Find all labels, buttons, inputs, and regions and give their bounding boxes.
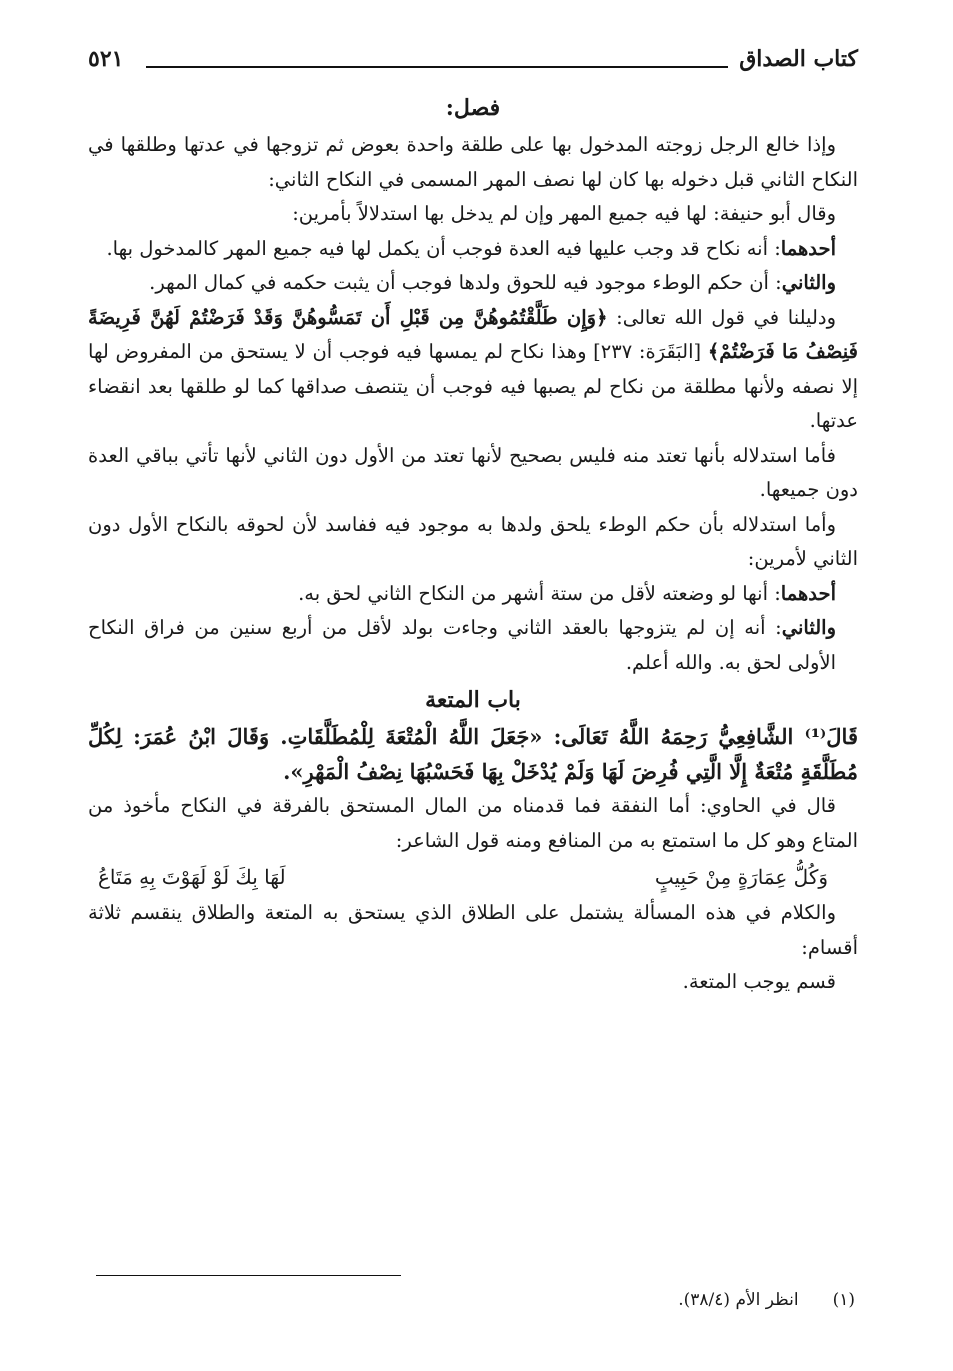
running-header bbox=[88, 46, 858, 82]
paragraph-4 bbox=[88, 266, 858, 301]
footnote bbox=[678, 1286, 855, 1314]
poetry-verse bbox=[88, 858, 858, 896]
paragraph-6: فأما استدلاله بأنها تعتد منه فليس بصحيح لأنها تعتد من الأول دون الثاني لأنها تأتي بباقي العدة دون جميعها. bbox=[88, 443, 858, 501]
paragraph-2: وقال أبو حنيفة: لها فيه جميع المهر وإن لم يدخل بها استدلالاً بأمرين: bbox=[292, 202, 836, 225]
body-text bbox=[88, 88, 858, 1000]
paragraph-7: وأما استدلاله بأن حكم الوطء يلحق ولدها به موجود فيه ففاسد لأن لحوقه بالنكاح الأول دون الثاني لأمرين: bbox=[88, 512, 858, 570]
paragraph-10: قال في الحاوي: أما النفقة فما قدمناه من المال المستحق بالفرقة في النكاح مأخوذ من المتاع وهو كل ما استمتع به من المنافع ومنه قول الشاعر: bbox=[88, 794, 858, 852]
page-number: ٥٢١ bbox=[88, 46, 124, 72]
book-title: كتاب الصداق bbox=[739, 46, 858, 72]
paragraph-5 bbox=[88, 301, 858, 439]
paragraph-5-intro: ودليلنا في قول الله تعالى: bbox=[607, 305, 836, 329]
footnote-rule bbox=[96, 1275, 401, 1276]
quran-verse: ﴿وَإِن طَلَّقْتُمُوهُنَّ مِن قَبْلِ أَن تَمَسُّوهُنَّ وَقَدْ فَرَضْتُمْ لَهُنَّ فَرِيضَةً فَنِصْفُ مَا فَرَضْتُمْ﴾ bbox=[88, 305, 858, 363]
paragraph-11: والكلام في هذه المسألة يشتمل على الطلاق الذي يستحق به المتعة والطلاق ينقسم ثلاثة أقسام: bbox=[88, 901, 858, 959]
footnote-text: انظر الأم (٣٨/٤). bbox=[678, 1290, 799, 1310]
paragraph-4-text: : أن حكم الوطء موجود فيه للحوق ولدها فوجب أن يثبت حكمه في كمال المهر. bbox=[149, 271, 782, 294]
footnote-number: (١) bbox=[832, 1290, 855, 1310]
matn-text: قَالَ⁽¹⁾ الشَّافِعِيُّ رَحِمَهُ اللَّهُ تَعَالَى: «جَعَلَ اللَّهُ الْمُتْعَةَ لِلْمُطَلَّقَاتِ. وَقَالَ ابْنُ عُمَرَ: لِكُلِّ مُطَلَّقَةٍ مُتْعَةٌ إِلَّا الَّتِي فُرِضَ لَهَا وَلَمْ يُدْخَلْ بِهَا فَحَسْبُهَا نِصْفُ الْمَهْرِ». bbox=[88, 724, 858, 784]
paragraph-8-lead: أحدهما bbox=[780, 581, 836, 605]
verse-second-hemistich: لَهَا بِكَ لَوْ لَهَوْتَ بِهِ مَتَاعُ bbox=[98, 865, 286, 889]
paragraph-9 bbox=[88, 611, 858, 680]
paragraph-3 bbox=[88, 232, 858, 267]
section-heading-fasl: فصل: bbox=[445, 95, 501, 121]
paragraph-5-rest: [البَقَرَة: ٢٣٧] وهذا نكاح لم يمسها فيه فوجب أن لا يستحق من المفروض لها إلا نصفه ولأنها مطلقة من نكاح لم يصبها فيه فوجب أن يتنصف صداقها كما لو طلقها بعد انقضاء عدتها. bbox=[88, 340, 858, 432]
paragraph-3-text: : أنه نكاح قد وجب عليها فيه العدة فوجب أن يكمل لها فيه جميع المهر كالمدخول بها. bbox=[106, 236, 781, 260]
paragraph-12: قسم يوجب المتعة. bbox=[682, 970, 836, 993]
paragraph-9-lead: والثاني bbox=[781, 616, 836, 639]
chapter-heading-bab: باب المتعة bbox=[425, 687, 521, 713]
paragraph-1: وإذا خالع الرجل زوجته المدخول بها على طلقة واحدة بعوض ثم تزوجها في عدتها وطلقها في النكاح الثاني قبل دخوله بها كان لها نصف المهر المسمى في النكاح الثاني: bbox=[88, 133, 858, 191]
header-rule bbox=[146, 66, 728, 68]
paragraph-8-text: : أنها لو وضعته لأقل من ستة أشهر من النكاح الثاني لحق به. bbox=[298, 581, 781, 605]
paragraph-8 bbox=[88, 577, 858, 612]
verse-first-hemistich: وَكُلُّ عِمَارَةٍ مِنْ حَبِيبٍ bbox=[654, 865, 828, 889]
paragraph-9-text: : أنه إن لم يتزوجها بالعقد الثاني وجاءت بولد لأقل من أربع سنين من فراق النكاح الأولى لحق به. والله أعلم. bbox=[88, 616, 836, 674]
paragraph-3-lead: أحدهما bbox=[780, 236, 836, 260]
paragraph-4-lead: والثاني bbox=[781, 271, 836, 294]
